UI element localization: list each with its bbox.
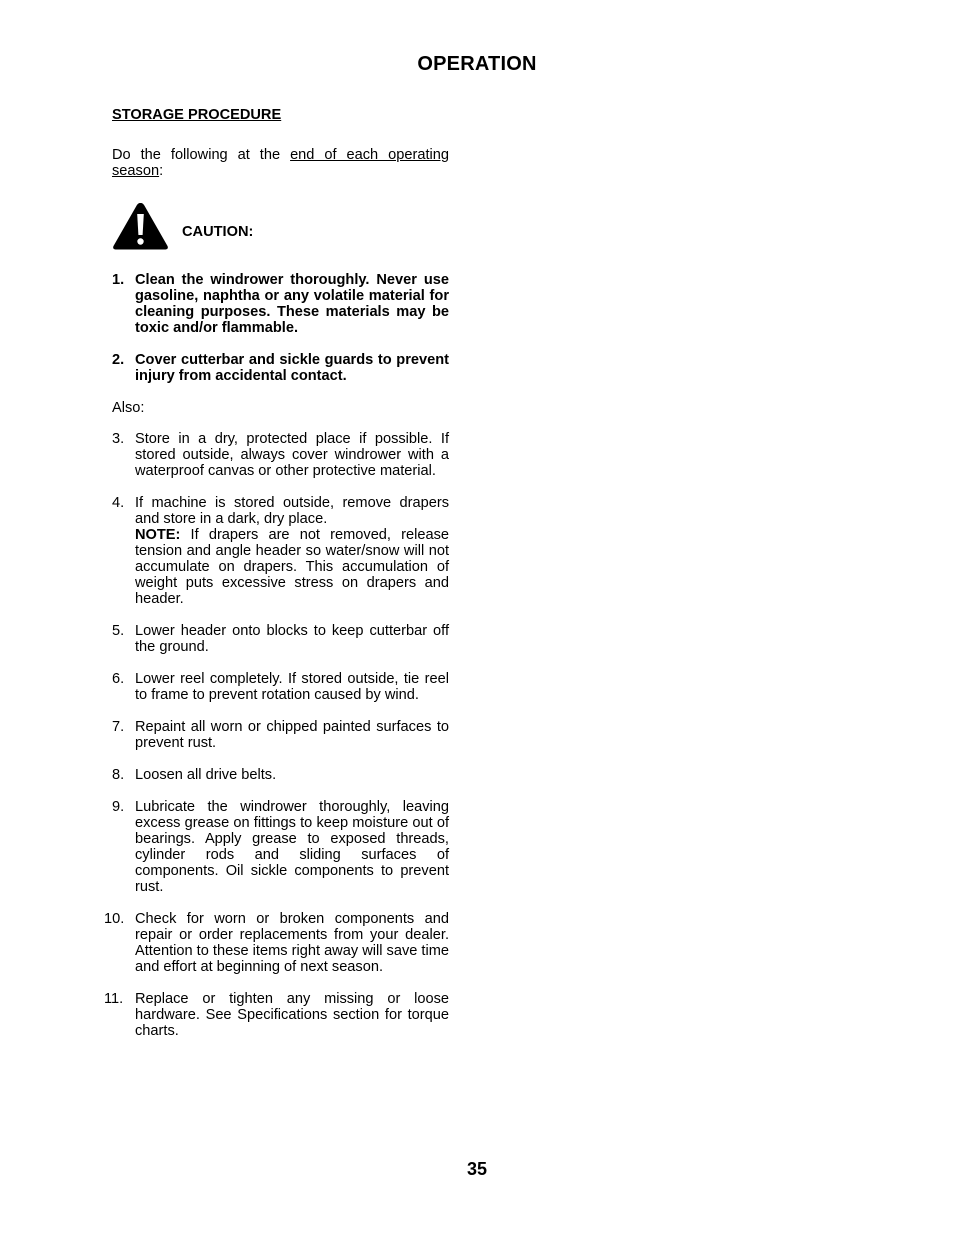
- item-text: Lower reel completely. If stored outside, tie reel to frame to prevent rotation caused by wind.: [135, 671, 449, 703]
- intro-underlined-2: season: [112, 163, 160, 179]
- item-number: 4.: [112, 495, 125, 511]
- section-heading: STORAGE PROCEDURE: [112, 107, 282, 123]
- item-text: Check for worn or broken components and repair or order replacements from your dealer. Attention to these items right away will save time and effort at beginning of next season.: [135, 911, 449, 975]
- content-column: [104, 107, 450, 1055]
- warning-triangle-icon: [112, 201, 169, 251]
- item-number: 6.: [112, 671, 125, 687]
- item-text: Clean the windrower thoroughly. Never use gasoline, naphtha or any volatile material for cleaning purposes. These materials may be toxic and/or flammable.: [135, 272, 449, 336]
- item-number: 5.: [112, 623, 125, 639]
- page-number: 35: [466, 1159, 488, 1179]
- intro-suffix: :: [159, 163, 164, 179]
- item-text: Store in a dry, protected place if possible. If stored outside, always cover windrower with a waterproof canvas or other protective material.: [135, 431, 449, 479]
- item-number: 10.: [104, 911, 125, 927]
- note-label: NOTE:: [135, 527, 181, 543]
- item-body: [135, 495, 449, 607]
- page-title: OPERATION: [417, 53, 537, 75]
- note: [135, 527, 449, 607]
- list-item: [112, 352, 449, 384]
- also-label: Also:: [112, 400, 145, 416]
- item-text: Replace or tighten any missing or loose hardware. See Specifications section for torque charts.: [135, 991, 449, 1039]
- list-item: [104, 911, 449, 975]
- item-number: 9.: [112, 799, 125, 815]
- intro-prefix: Do the following at the: [112, 147, 291, 163]
- list-item: [112, 719, 449, 751]
- item-number: 1.: [112, 272, 125, 288]
- item-text: Loosen all drive belts.: [135, 767, 277, 783]
- list-item: [112, 767, 449, 783]
- list-item: [112, 799, 449, 895]
- item-text: Cover cutterbar and sickle guards to prevent injury from accidental contact.: [135, 352, 449, 384]
- list-item: [112, 623, 449, 655]
- item-text: Lower header onto blocks to keep cutterbar off the ground.: [135, 623, 449, 655]
- list-item: [112, 671, 449, 703]
- item-number: 2.: [112, 352, 125, 368]
- item-text: Lubricate the windrower thoroughly, leaving excess grease on fittings to keep moisture out of bearings. Apply grease to exposed threads, cylinder rods and sliding surfaces of components. Oil sickle components to prevent rust.: [135, 799, 449, 895]
- list-item: [112, 272, 449, 336]
- intro-underlined-1: end of each operating: [290, 147, 450, 163]
- item-number: 11.: [104, 991, 124, 1007]
- item-number: 7.: [112, 719, 125, 735]
- item-number: 3.: [112, 431, 125, 447]
- item-number: 8.: [112, 767, 125, 783]
- caution-block: [112, 201, 449, 255]
- intro-paragraph: [112, 147, 449, 179]
- caution-label: CAUTION:: [182, 224, 254, 240]
- list-item: [104, 991, 449, 1039]
- item-text: If machine is stored outside, remove drapers and store in a dark, dry place.: [135, 495, 449, 527]
- item-text: Repaint all worn or chipped painted surfaces to prevent rust.: [135, 719, 449, 751]
- list-item: [112, 431, 449, 479]
- list-item: [112, 495, 449, 607]
- note-text: If drapers are not removed, release tension and angle header so water/snow will not accumulate on drapers. This accumulation of weight puts excessive stress on drapers and header.: [135, 527, 449, 607]
